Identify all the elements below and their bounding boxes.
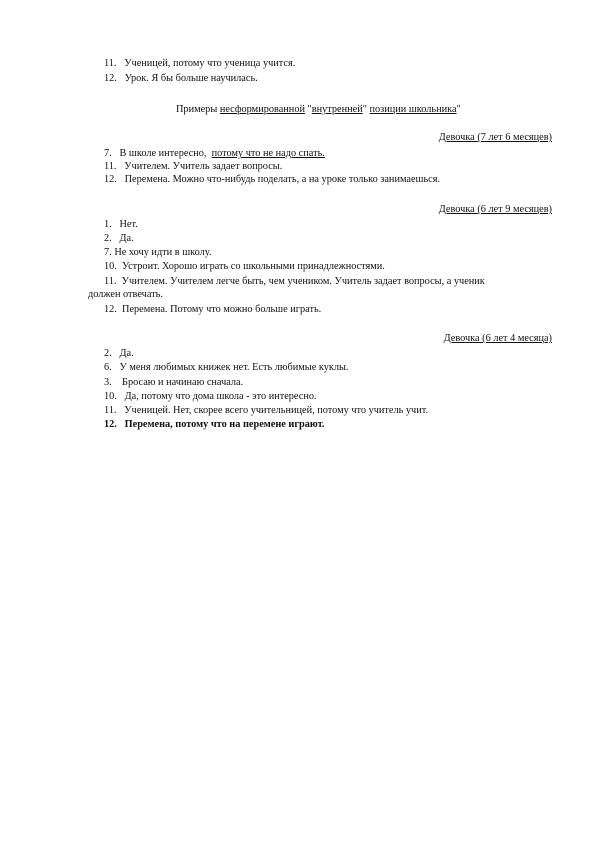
answer-line xyxy=(104,261,385,273)
answer-line xyxy=(104,419,325,431)
answer-line xyxy=(104,348,134,360)
answer-number: 2. xyxy=(104,233,112,244)
answer-text: Да. xyxy=(119,348,134,359)
section-heading xyxy=(176,104,461,116)
answer-text: Да. xyxy=(119,233,134,244)
answer-line xyxy=(104,362,349,374)
answer-number: 6. xyxy=(104,362,112,373)
answer-number: 7. xyxy=(104,247,112,258)
answer-number: 10. xyxy=(104,261,117,272)
answer-line xyxy=(104,219,138,231)
heading-text: несформированной xyxy=(219,104,305,115)
answer-text: Ученицей, потому что ученица учится. xyxy=(124,58,296,69)
heading-text: позиции школьника xyxy=(369,104,457,115)
subject-label: Девочка (6 лет 4 месяца) xyxy=(443,333,552,344)
answer-text: Нет. xyxy=(119,219,138,230)
answer-number: 11. xyxy=(104,276,117,287)
answer-text: Учителем. Учитель задает вопросы. xyxy=(124,161,283,172)
answer-text: У меня любимых книжек нет. Есть любимые куклы. xyxy=(119,362,349,373)
answer-number: 2. xyxy=(104,348,112,359)
answer-line xyxy=(104,174,440,186)
answer-number: 7. xyxy=(104,148,112,159)
answer-text: Перемена. Потому что можно больше играть. xyxy=(122,304,322,315)
answer-line xyxy=(104,276,485,288)
answer-text: Ученицей. Нет, скорее всего учительницей, потому что учитель учит. xyxy=(124,405,429,416)
answer-number: 10. xyxy=(104,391,117,402)
answer-line xyxy=(104,161,282,173)
answer-continuation: должен отвечать. xyxy=(88,289,163,300)
answer-number: 11. xyxy=(104,405,117,416)
answer-number: 12. xyxy=(104,304,117,315)
answer-line xyxy=(104,247,211,259)
answer-text: Не хочу идти в школу. xyxy=(114,247,212,258)
answer-text: Урок. Я бы больше научилась. xyxy=(124,73,258,84)
answer-text: Бросаю и начинаю сначала. xyxy=(119,377,244,388)
heading-text: " xyxy=(304,104,312,115)
answer-line xyxy=(104,391,317,403)
answer-number: 11. xyxy=(104,161,117,172)
answer-line xyxy=(104,73,258,85)
answer-line xyxy=(104,58,295,70)
heading-text: внутренней xyxy=(311,104,363,115)
answer-line xyxy=(104,148,325,160)
answer-number: 11. xyxy=(104,58,117,69)
answer-text: Учителем. Учителем легче быть, чем учеником. Учитель задает вопросы, а ученик xyxy=(121,276,485,287)
answer-number: 12. xyxy=(104,174,117,185)
answer-number: 12. xyxy=(104,73,117,84)
answer-text: Да, потому что дома школа - это интересно. xyxy=(124,391,317,402)
answer-text: Устроит. Хорошо играть со школьными принадлежностями. xyxy=(122,261,385,272)
answer-text: Перемена, потому что на перемене играют. xyxy=(124,419,325,430)
subject-label: Девочка (6 лет 9 месяцев) xyxy=(438,204,552,215)
answer-line xyxy=(104,304,321,316)
answer-line xyxy=(104,405,428,417)
answer-line xyxy=(104,233,134,245)
answer-number: 12. xyxy=(104,419,117,430)
answer-number: 1. xyxy=(104,219,112,230)
answer-text: Перемена. Можно что-нибудь поделать, а на уроке только занимаешься. xyxy=(124,174,441,185)
answer-text: В школе интересно, xyxy=(119,148,207,159)
heading-text: Примеры xyxy=(176,104,220,115)
answer-number: 3. xyxy=(104,377,112,388)
heading-text: " xyxy=(362,104,370,115)
heading-text: " xyxy=(456,104,461,115)
subject-label: Девочка (7 лет 6 месяцев) xyxy=(438,132,552,143)
answer-line xyxy=(104,377,243,389)
answer-text: потому что не надо спать. xyxy=(211,148,325,159)
